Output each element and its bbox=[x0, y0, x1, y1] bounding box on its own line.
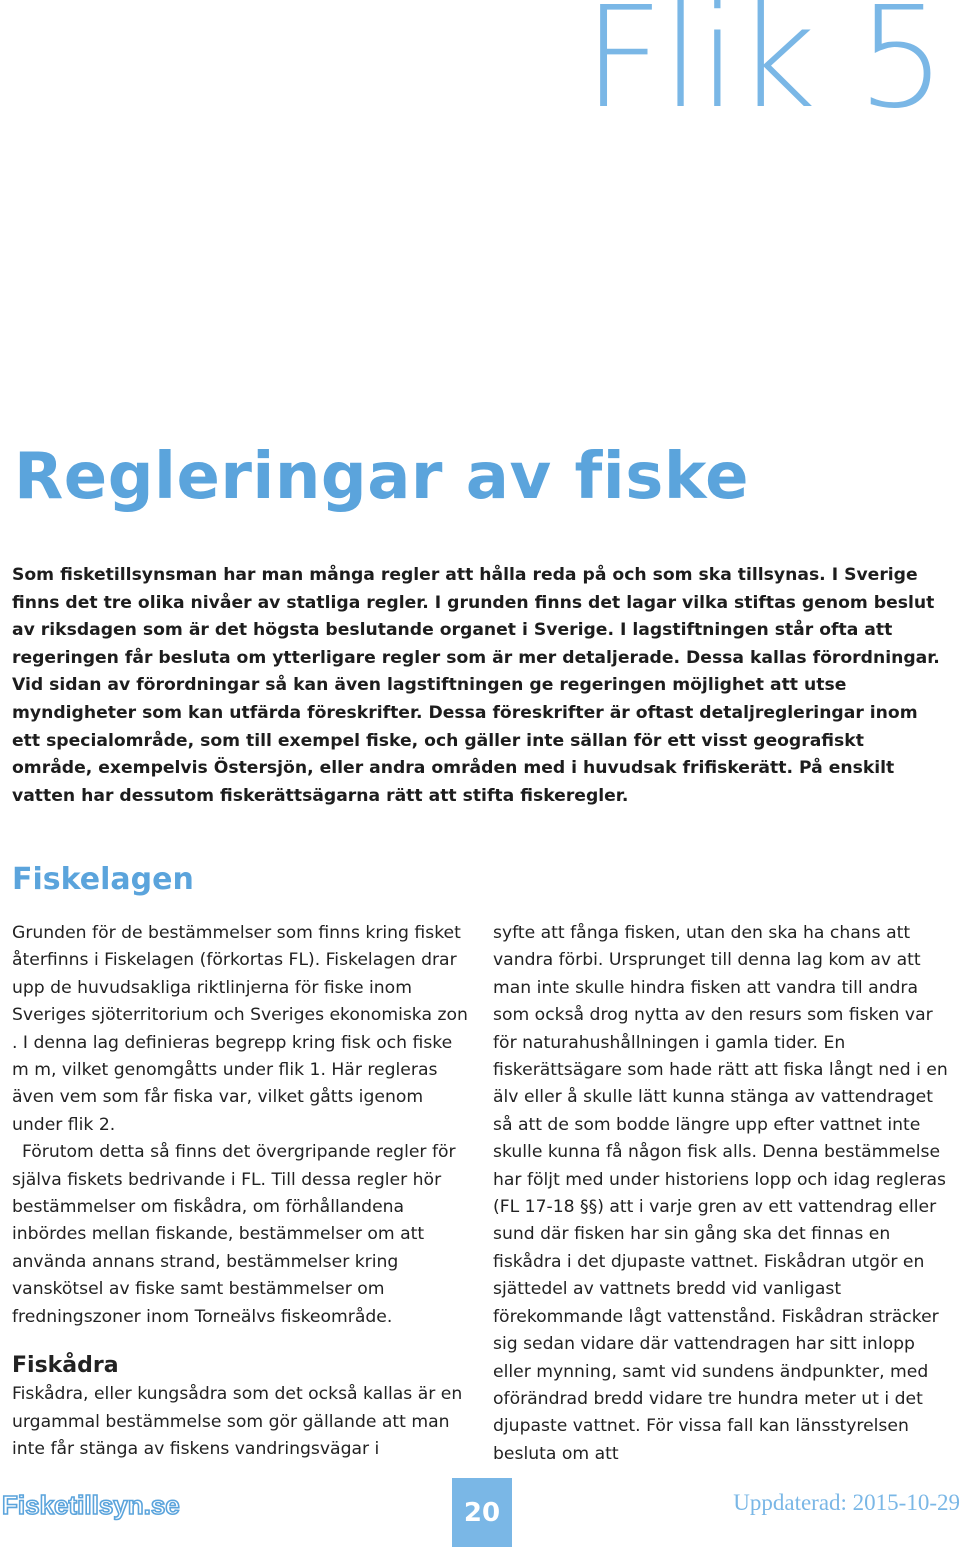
intro-paragraph: Som fisketillsynsman har man många regler att hålla reda på och som ska tillsynas. I Sverige finns det tre olika nivåer av statliga regler. I grunden finns det lagar vilka stiftas genom beslut av riksdagen som är det högsta beslutande organet i Sverige. I lagstiftningen står ofta att regeringen får besluta om ytterligare regler som är mer detaljerade. Dessa kallas förordningar. Vid sidan av förordningar så kan även lagstiftningen ge regeringen möjlighet att utse myndigheter som kan utfärda föreskrifter. Dessa föreskrifter är oftast detaljregleringar inom ett specialområde, som till exempel fiske, och gäller inte sällan för ett visst geografiskt område, exempelvis Östersjön, eller andra områden med i huvudsak frifiskerätt. På enskilt vatten har dessutom fiskerättsägarna rätt att stifta fiskeregler. bbox=[12, 565, 940, 806]
page-title: Regleringar av fiske bbox=[14, 440, 750, 514]
updated-date: Uppdaterad: 2015-10-29 bbox=[733, 1490, 960, 1515]
fiskelagen-paragraph-2: Förutom detta så finns det övergripande regler för själva fiskets bedrivande i FL. Till dessa regler hör bestämmelser om fiskådra, om förhållandena inbördes mellan fiskande, bestämmelser om att använda annans strand, bestämmelser kring vanskötsel av fiske samt bestämmelser om fredningszoner inom Torneälvs fiskeområde. bbox=[12, 1142, 456, 1327]
left-column bbox=[12, 920, 468, 1463]
tab-label: Flik 5 bbox=[583, 0, 944, 140]
section-heading-fiskadra: Fiskådra bbox=[12, 1353, 119, 1379]
page-number: 20 bbox=[452, 1478, 512, 1547]
fiskadra-paragraph-1: Fiskådra, eller kungsådra som det också kallas är en urgammal bestämmelse som gör gällande att man inte får stänga av fiskens vandringsvägar i bbox=[12, 1384, 463, 1459]
right-column bbox=[493, 920, 949, 1468]
fiskadra-paragraph-continued: syfte att fånga fisken, utan den ska ha chans att vandra förbi. Ursprunget till denna lag kom av att man inte skulle hindra fisken att vandra till andra som också drog nytta av den resurs som fisken var för naturahushållningen i gamla tider. En fiskerättsägare som hade rätt att fiska långt ned i en älv eller å skulle lätt kunna stänga av vattendraget så att de som bodde längre upp efter vattnet inte skulle kunna få någon fisk alls. Denna bestämmelse har följt med under historiens lopp och idag regleras (FL 17-18 §§) att i varje gren av ett vattendrag eller sund där fisken har sin gång ska det finnas en fiskådra i det djupaste vattnet. Fiskådran utgör en sjättedel av vattnets bredd vid vanligast förekommande lågt vattenstånd. Fiskådran sträcker sig sedan vidare där vattendragen har sitt inlopp eller mynning, samt vid sundens ändpunkter, med oförändrad bredd vidare tre hundra meter ut i det djupaste vattnet. För vissa fall kan länsstyrelsen besluta om att bbox=[493, 923, 948, 1464]
fiskelagen-paragraph-1: Grunden för de bestämmelser som finns kring fisket återfinns i Fiskelagen (förkortas FL). Fiskelagen drar upp de huvudsakliga riktlinjerna för fiske inom Sveriges sjöterritorium och Sveriges ekonomiska zon . I denna lag definieras begrepp kring fisk och fiske m m, vilket genomgåtts under flik 1. Här regleras även vem som får fiska var, vilket gåtts igenom under flik 2. bbox=[12, 923, 468, 1135]
section-heading-fiskelagen: Fiskelagen bbox=[12, 862, 194, 897]
brand-logo: Fisketillsyn.se bbox=[2, 1490, 180, 1520]
